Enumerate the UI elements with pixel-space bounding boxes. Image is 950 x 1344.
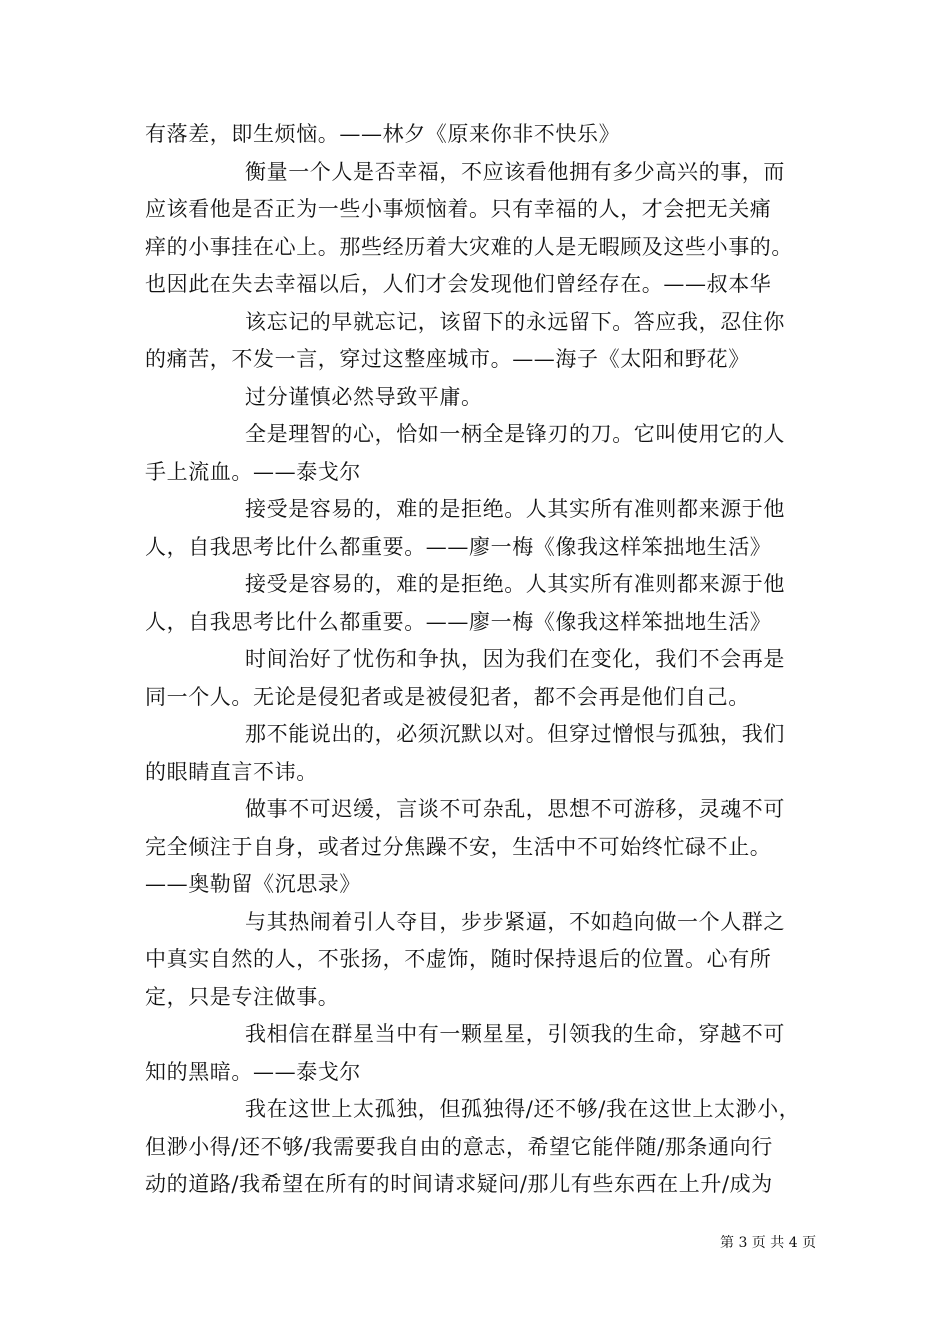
text-line: 时间治好了忧伤和争执，因为我们在变化，我们不会再是 [245,647,785,671]
text-line: 应该看他是否正为一些小事烦恼着。只有幸福的人，才会把无关痛 [145,197,772,221]
text-line: 与其热闹着引人夺目，步步紧逼，不如趋向做一个人群之 [245,909,785,934]
text-line: 衡量一个人是否幸福，不应该看他拥有多少高兴的事，而 [245,159,785,184]
page-number-footer: 第 3 页 共 4 页 [720,1235,817,1251]
text-line: 痒的小事挂在心上。那些经历着大灾难的人是无暇顾及这些小事的。 [145,234,793,259]
text-line: 做事不可迟缓，言谈不可杂乱，思想不可游移，灵魂不可 [245,797,785,821]
text-line: ——奥勒留《沉思录》 [145,872,361,896]
text-line: 但渺小得/还不够/我需要我自由的意志，希望它能伴随/那条通向行 [145,1134,773,1159]
text-line: 定，只是专注做事。 [145,984,340,1009]
text-line: 的眼睛直言不讳。 [145,759,318,784]
text-line: 有落差，即生烦恼。——林夕《原来你非不快乐》 [145,122,621,146]
text-line: 也因此在失去幸福以后，人们才会发现他们曾经存在。——叔本华 [145,272,772,296]
text-line: 该忘记的早就忘记，该留下的永远留下。答应我，忍住你 [245,309,785,334]
text-line: 同一个人。无论是侵犯者或是被侵犯者，都不会再是他们自己。 [145,684,750,709]
text-line: 人，自我思考比什么都重要。——廖一梅《像我这样笨拙地生活》 [145,534,772,559]
text-line: 我相信在群星当中有一颗星星，引领我的生命，穿越不可 [245,1022,785,1046]
text-line: 那不能说出的，必须沉默以对。但穿过憎恨与孤独，我们 [245,722,785,746]
text-line: 手上流血。——泰戈尔 [145,459,361,484]
text-line: 知的黑暗。——泰戈尔 [145,1059,361,1084]
text-line: 中真实自然的人，不张扬，不虚饰，随时保持退后的位置。心有所 [145,947,772,971]
text-line: 接受是容易的，难的是拒绝。人其实所有准则都来源于他 [245,497,785,521]
text-line: 我在这世上太孤独，但孤独得/还不够/我在这世上太渺小， [245,1097,801,1121]
text-line: 动的道路/我希望在所有的时间请求疑问/那儿有些东西在上升/成为 [145,1172,773,1196]
text-line: 接受是容易的，难的是拒绝。人其实所有准则都来源于他 [245,572,785,596]
text-line: 完全倾注于自身，或者过分焦躁不安，生活中不可始终忙碌不止。 [145,834,772,859]
text-line: 人，自我思考比什么都重要。——廖一梅《像我这样笨拙地生活》 [145,609,772,634]
document-body [145,116,807,1204]
text-line: 的痛苦，不发一言，穿过这整座城市。——海子《太阳和野花》 [145,347,750,371]
text-line: 过分谨慎必然导致平庸。 [245,384,483,409]
text-line: 全是理智的心，恰如一柄全是锋刃的刀。它叫使用它的人 [245,422,785,446]
